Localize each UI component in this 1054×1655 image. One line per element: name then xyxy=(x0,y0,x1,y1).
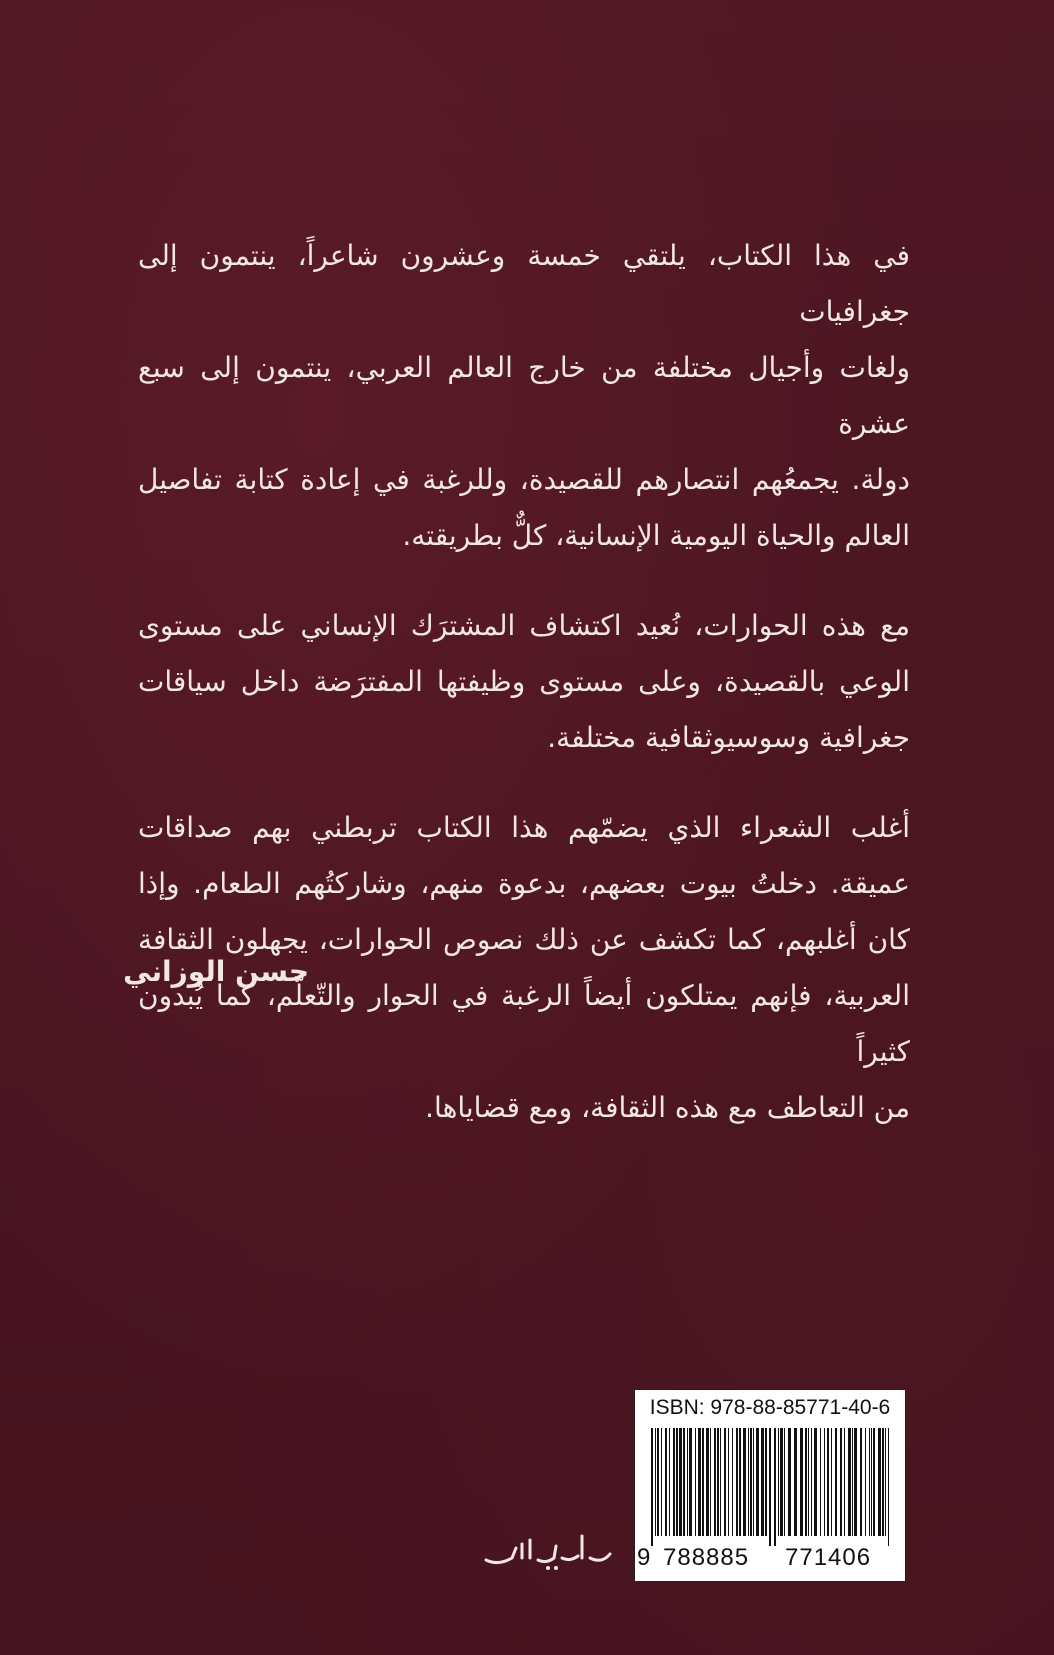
barcode-digits-right: 771406 xyxy=(785,1544,872,1571)
barcode-bar xyxy=(679,1428,682,1536)
barcode-bar xyxy=(800,1428,803,1536)
barcode-bar xyxy=(673,1428,675,1536)
barcode-bars xyxy=(649,1428,893,1546)
blurb-text xyxy=(138,228,910,1170)
barcode-bar xyxy=(728,1428,729,1536)
barcode-bar xyxy=(873,1428,875,1536)
blurb-line: من التعاطف مع هذه الثقافة، ومع قضاياها. xyxy=(425,1091,910,1124)
barcode-bar xyxy=(676,1428,678,1536)
barcode-bar xyxy=(869,1428,870,1536)
blurb-line: العالم والحياة اليومية الإنسانية، كلٌّ بطريقته. xyxy=(402,519,910,552)
barcode-bar xyxy=(808,1428,809,1536)
barcode-bar xyxy=(805,1428,807,1536)
barcode-bar xyxy=(761,1428,764,1536)
barcode-bar xyxy=(860,1428,862,1536)
barcode-bar xyxy=(794,1428,797,1536)
barcode-bar xyxy=(748,1428,749,1536)
barcode-bar xyxy=(689,1428,692,1536)
barcode-bar xyxy=(878,1428,881,1536)
blurb-line: أغلب الشعراء الذي يضمّهم هذا الكتاب تربطني بهم صداقات xyxy=(138,811,910,844)
barcode-bar xyxy=(651,1428,653,1546)
barcode-bar xyxy=(655,1428,656,1536)
barcode-bar xyxy=(835,1428,837,1536)
barcode-bar xyxy=(732,1428,733,1536)
barcode-bar xyxy=(784,1428,785,1536)
blurb-line: عميقة. دخلتُ بيوت بعضهم، بدعوة منهم، وشاركتُهم الطعام. وإذا xyxy=(138,867,910,900)
barcode-bar xyxy=(848,1428,851,1536)
barcode-bar xyxy=(765,1428,767,1536)
barcode-bar xyxy=(854,1428,857,1536)
isbn-label: ISBN: 978-88-85771-40-6 xyxy=(649,1396,891,1419)
barcode-bar xyxy=(882,1428,884,1536)
barcode-bar xyxy=(840,1428,842,1536)
author-signature: حسن الوزاني xyxy=(123,955,309,988)
barcode-bar xyxy=(698,1428,701,1536)
barcode-bar xyxy=(720,1428,721,1536)
barcode-bar xyxy=(750,1428,752,1536)
blurb-paragraph-2 xyxy=(138,598,910,766)
barcode-bar xyxy=(811,1428,812,1536)
blurb-line: كان أغلبهم، كما تكشف عن ذلك نصوص الحوارات، يجهلون الثقافة xyxy=(138,923,910,956)
barcode-bar xyxy=(852,1428,853,1536)
barcode-bar xyxy=(743,1428,746,1536)
barcode-bar xyxy=(657,1428,659,1536)
barcode-bar xyxy=(753,1428,754,1536)
blurb-line: مع هذه الحوارات، نُعيد اكتشاف المشترَك الإنساني على مستوى xyxy=(138,609,910,642)
blurb-line: الوعي بالقصيدة، وعلى مستوى وظيفتها المفترَضة داخل سياقات xyxy=(138,665,910,698)
barcode-bar xyxy=(702,1428,704,1536)
barcode-bar xyxy=(714,1428,716,1536)
barcode-bar xyxy=(888,1428,889,1546)
barcode-bar xyxy=(865,1428,866,1536)
barcode-bar xyxy=(788,1428,791,1536)
barcode-bar xyxy=(844,1428,845,1536)
barcode-bar xyxy=(706,1428,709,1536)
blurb-line: في هذا الكتاب، يلتقي خمسة وعشرون شاعراً، ينتمون إلى جغرافيات xyxy=(138,239,910,328)
barcode-bar xyxy=(739,1428,741,1536)
barcode-bar xyxy=(780,1428,783,1536)
barcode-bar xyxy=(665,1428,667,1536)
blurb-line: جغرافية وسوسيوثقافية مختلفة. xyxy=(547,721,910,754)
barcode-bar xyxy=(661,1428,662,1536)
barcode-bar xyxy=(885,1428,886,1536)
barcode-bar xyxy=(774,1428,776,1546)
barcode-bar xyxy=(824,1428,825,1536)
barcode-bar xyxy=(814,1428,817,1536)
barcode-bar xyxy=(827,1428,829,1536)
blurb-line: دولة. يجمعُهم انتصارهم للقصيدة، وللرغبة في إعادة كتابة تفاصيل xyxy=(138,463,910,496)
barcode-bar xyxy=(683,1428,685,1536)
blurb-line: ولغات وأجيال مختلفة من خارج العالم العربي، ينتمون إلى سبع عشرة xyxy=(138,351,910,440)
barcode-bar xyxy=(736,1428,738,1536)
barcode-bar xyxy=(820,1428,821,1536)
barcode-bar xyxy=(871,1428,872,1536)
publisher-logo xyxy=(478,1526,618,1576)
barcode-bar xyxy=(710,1428,711,1536)
barcode-bar xyxy=(717,1428,719,1536)
barcode-digit-first: 9 xyxy=(637,1544,651,1571)
barcode-bar xyxy=(756,1428,759,1536)
barcode-bar xyxy=(724,1428,726,1536)
barcode-bar xyxy=(687,1428,688,1536)
blurb-line: العربية، فإنهم يمتلكون أيضاً الرغبة في الحوار والتّعلّم، كما يُبدون كثيراً xyxy=(138,979,910,1068)
isbn-barcode xyxy=(634,1389,906,1582)
barcode-bar xyxy=(695,1428,696,1536)
barcode-bar xyxy=(831,1428,832,1536)
barcode-digits-left: 788885 xyxy=(663,1544,750,1571)
barcode-bar xyxy=(778,1428,779,1536)
barcode-bar xyxy=(769,1428,771,1546)
barcode-bar xyxy=(669,1428,670,1536)
blurb-paragraph-1 xyxy=(138,228,910,564)
